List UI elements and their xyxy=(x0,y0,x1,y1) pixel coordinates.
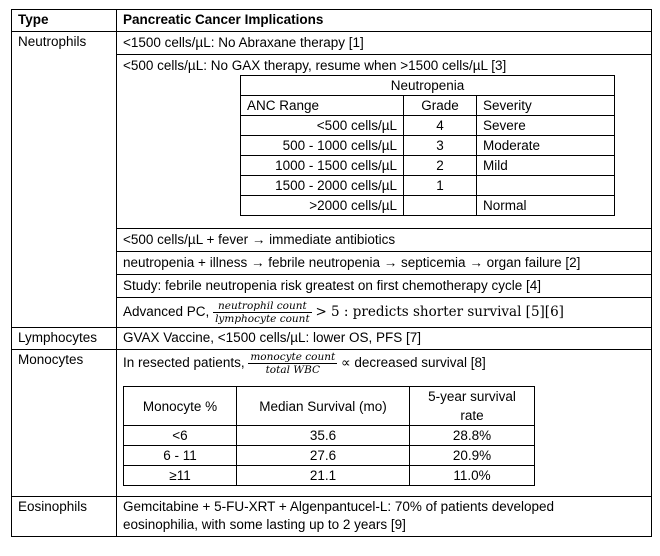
cell-severity xyxy=(477,176,615,196)
monocytes-formula xyxy=(123,351,645,376)
cell-range: 1000 - 1500 cells/µL xyxy=(241,156,404,176)
cell-median: 21.1 xyxy=(237,466,410,486)
eosinophils-line-2: eosinophilia, with some lasting up to 2 years [9] xyxy=(123,517,406,532)
table-row xyxy=(241,196,615,216)
cell-median: 27.6 xyxy=(237,446,410,466)
monocyte-survival-table xyxy=(123,386,535,486)
monocytes-label: Monocytes xyxy=(12,350,117,497)
cell-median: 35.6 xyxy=(237,426,410,446)
cell-severity: Severe xyxy=(477,116,615,136)
neutropenia-table xyxy=(240,75,615,216)
monocyte-prefix: In resected patients, xyxy=(123,355,245,371)
neutrophils-line-1: <1500 cells/µL: No Abraxane therapy [1] xyxy=(117,32,651,55)
eosinophils-content xyxy=(117,497,652,537)
monocyte-col-rate: 5-year survival rate xyxy=(410,387,535,426)
monocyte-col-pct: Monocyte % xyxy=(124,387,237,426)
header-implications: Pancreatic Cancer Implications xyxy=(117,10,652,32)
table-row xyxy=(124,446,535,466)
monocyte-denominator: total WBC xyxy=(265,364,321,376)
cell-pct: ≥11 xyxy=(124,466,237,486)
neutrophils-content xyxy=(117,32,652,328)
cell-severity: Moderate xyxy=(477,136,615,156)
ratio-numerator: neutrophil count xyxy=(213,300,312,313)
ratio-denominator: lymphocyte count xyxy=(215,313,310,325)
cell-range: >2000 cells/µL xyxy=(241,196,404,216)
neutropenia-title: Neutropenia xyxy=(241,76,615,96)
monocytes-row xyxy=(12,350,652,497)
cell-grade: 1 xyxy=(404,176,477,196)
cell-severity: Normal xyxy=(477,196,615,216)
neutropenia-col-range: ANC Range xyxy=(241,96,404,116)
cell-rate: 20.9% xyxy=(410,446,535,466)
header-type: Type xyxy=(12,10,117,32)
cell-grade: 2 xyxy=(404,156,477,176)
table-row xyxy=(241,136,615,156)
cell-rate: 28.8% xyxy=(410,426,535,446)
table-row xyxy=(241,156,615,176)
eosinophils-line-1: Gemcitabine + 5-FU-XRT + Algenpantucel-L: 70% of patients developed xyxy=(123,499,555,514)
cell-range: 1500 - 2000 cells/µL xyxy=(241,176,404,196)
implications-table xyxy=(11,9,652,537)
neutropenia-col-severity: Severity xyxy=(477,96,615,116)
neutrophils-line-2: <500 cells/µL: No GAX therapy, resume when >1500 cells/µL [3] xyxy=(123,58,507,73)
cell-grade: 4 xyxy=(404,116,477,136)
eosinophils-row xyxy=(12,497,652,537)
cell-grade xyxy=(404,196,477,216)
table-row xyxy=(241,176,615,196)
cell-range: 500 - 1000 cells/µL xyxy=(241,136,404,156)
ratio-prefix: Advanced PC, xyxy=(123,304,210,320)
table-row xyxy=(124,466,535,486)
cell-rate: 11.0% xyxy=(410,466,535,486)
cell-range: <500 cells/µL xyxy=(241,116,404,136)
neutrophils-line-3: <500 cells/µL + fever → immediate antibiotics xyxy=(117,229,651,252)
neutropenia-col-grade: Grade xyxy=(404,96,477,116)
cell-severity: Mild xyxy=(477,156,615,176)
monocyte-ratio xyxy=(248,351,337,376)
neutrophils-row xyxy=(12,32,652,328)
neutrophils-line-5: Study: febrile neutropenia risk greatest on first chemotherapy cycle [4] xyxy=(117,275,651,298)
lymphocytes-text: GVAX Vaccine, <1500 cells/µL: lower OS, PFS [7] xyxy=(117,328,652,350)
eosinophils-label: Eosinophils xyxy=(12,497,117,537)
monocyte-numerator: monocyte count xyxy=(250,351,336,363)
neutrophils-line-4: neutropenia + illness → febrile neutropenia → septicemia → organ failure [2] xyxy=(117,252,651,275)
neutrophils-line-6 xyxy=(117,298,651,327)
monocyte-suffix: ∝ decreased survival [8] xyxy=(341,355,486,371)
neutropenia-header-row xyxy=(241,96,615,116)
monocyte-col-median: Median Survival (mo) xyxy=(237,387,410,426)
cell-grade: 3 xyxy=(404,136,477,156)
monocyte-header-row xyxy=(124,387,535,426)
ratio-suffix: > 5 : predicts shorter survival [5][6] xyxy=(315,304,564,321)
cell-pct: <6 xyxy=(124,426,237,446)
neutrophil-lymphocyte-ratio xyxy=(213,300,312,325)
neutropenia-block xyxy=(117,55,651,229)
neutrophils-label: Neutrophils xyxy=(12,32,117,328)
lymphocytes-label: Lymphocytes xyxy=(12,328,117,350)
table-row xyxy=(124,426,535,446)
monocytes-content xyxy=(117,350,652,497)
lymphocytes-row xyxy=(12,328,652,350)
cell-pct: 6 - 11 xyxy=(124,446,237,466)
table-row xyxy=(241,116,615,136)
header-row xyxy=(12,10,652,32)
